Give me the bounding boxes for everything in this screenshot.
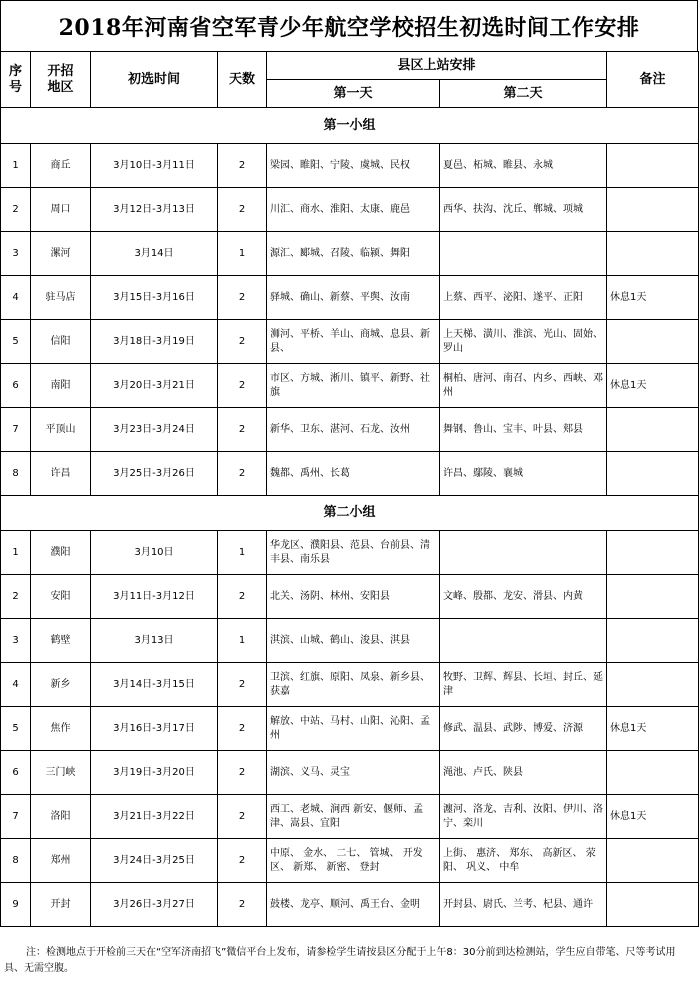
- cell-region: 郑州: [31, 839, 91, 883]
- table-row: [1, 575, 699, 619]
- cell-days: 2: [218, 364, 267, 408]
- cell-days: 2: [218, 144, 267, 188]
- cell-day2: 舞钢、鲁山、宝丰、叶县、郏县: [440, 408, 607, 452]
- cell-time: 3月26日-3月27日: [91, 883, 218, 927]
- cell-day1: 西工、老城、涧西 新安、偃师、孟津、嵩县、宜阳: [267, 795, 440, 839]
- table-row: [1, 276, 699, 320]
- table-row: [1, 144, 699, 188]
- cell-seq: 3: [1, 619, 31, 663]
- cell-day2: [440, 232, 607, 276]
- cell-days: 2: [218, 452, 267, 496]
- cell-seq: 1: [1, 144, 31, 188]
- cell-time: 3月18日-3月19日: [91, 320, 218, 364]
- group-title: 第二小组: [1, 496, 699, 531]
- cell-day2: [440, 619, 607, 663]
- cell-seq: 7: [1, 795, 31, 839]
- cell-days: 2: [218, 751, 267, 795]
- table-row: [1, 320, 699, 364]
- cell-day1: 浉河、平桥、羊山、商城、息县、新县、: [267, 320, 440, 364]
- cell-days: 2: [218, 663, 267, 707]
- cell-day1: 卫滨、红旗、原阳、凤泉、新乡县、获嘉: [267, 663, 440, 707]
- cell-region: 安阳: [31, 575, 91, 619]
- cell-time: 3月10日: [91, 531, 218, 575]
- cell-day2: 上天梯、潢川、淮滨、光山、固始、罗山: [440, 320, 607, 364]
- cell-remark: 休息1天: [607, 276, 699, 320]
- cell-days: 2: [218, 575, 267, 619]
- cell-remark: [607, 408, 699, 452]
- cell-remark: 休息1天: [607, 707, 699, 751]
- cell-time: 3月24日-3月25日: [91, 839, 218, 883]
- cell-days: 1: [218, 619, 267, 663]
- cell-time: 3月25日-3月26日: [91, 452, 218, 496]
- cell-time: 3月23日-3月24日: [91, 408, 218, 452]
- cell-seq: 8: [1, 452, 31, 496]
- cell-remark: 休息1天: [607, 795, 699, 839]
- table-row: [1, 795, 699, 839]
- cell-region: 信阳: [31, 320, 91, 364]
- header-region: 开招地区: [31, 52, 91, 108]
- table-row: [1, 619, 699, 663]
- cell-day1: 源汇、郾城、召陵、临颍、舞阳: [267, 232, 440, 276]
- header-county: 县区上站安排: [267, 52, 607, 80]
- cell-day1: 华龙区、濮阳县、范县、台前县、清丰县、南乐县: [267, 531, 440, 575]
- cell-remark: [607, 883, 699, 927]
- cell-region: 周口: [31, 188, 91, 232]
- cell-seq: 7: [1, 408, 31, 452]
- cell-time: 3月11日-3月12日: [91, 575, 218, 619]
- cell-region: 濮阳: [31, 531, 91, 575]
- table-row: [1, 232, 699, 276]
- cell-remark: [607, 575, 699, 619]
- cell-region: 许昌: [31, 452, 91, 496]
- cell-remark: [607, 452, 699, 496]
- cell-days: 2: [218, 188, 267, 232]
- cell-day1: 北关、汤阴、林州、安阳县: [267, 575, 440, 619]
- cell-day1: 驿城、确山、新蔡、平舆、汝南: [267, 276, 440, 320]
- header-day2: 第二天: [440, 80, 607, 108]
- table-row: [1, 663, 699, 707]
- cell-day1: 市区、方城、淅川、镇平、新野、社旗: [267, 364, 440, 408]
- cell-region: 鹤壁: [31, 619, 91, 663]
- group-header-row: [1, 108, 699, 144]
- cell-seq: 6: [1, 364, 31, 408]
- cell-time: 3月12日-3月13日: [91, 188, 218, 232]
- cell-days: 2: [218, 839, 267, 883]
- cell-region: 商丘: [31, 144, 91, 188]
- cell-time: 3月20日-3月21日: [91, 364, 218, 408]
- cell-day1: 中原、 金水、 二七、 管城、 开发区、 新郑、 新密、 登封: [267, 839, 440, 883]
- cell-time: 3月14日-3月15日: [91, 663, 218, 707]
- cell-days: 2: [218, 276, 267, 320]
- cell-day2: 西华、扶沟、沈丘、郸城、项城: [440, 188, 607, 232]
- page-title: 2018年河南省空军青少年航空学校招生初选时间工作安排: [0, 0, 698, 52]
- group-title: 第一小组: [1, 108, 699, 144]
- cell-day2: 渑池、卢氏、陕县: [440, 751, 607, 795]
- cell-days: 2: [218, 408, 267, 452]
- header-seq: 序号: [1, 52, 31, 108]
- cell-day2: 文峰、殷都、龙安、滑县、内黄: [440, 575, 607, 619]
- schedule-body: [1, 108, 699, 927]
- cell-seq: 5: [1, 320, 31, 364]
- table-row: [1, 364, 699, 408]
- cell-seq: 3: [1, 232, 31, 276]
- header-days: 天数: [218, 52, 267, 108]
- cell-remark: [607, 839, 699, 883]
- cell-time: 3月16日-3月17日: [91, 707, 218, 751]
- cell-region: 新乡: [31, 663, 91, 707]
- table-row: [1, 531, 699, 575]
- cell-day2: 牧野、卫辉、辉县、长垣、封丘、延津: [440, 663, 607, 707]
- cell-days: 1: [218, 232, 267, 276]
- cell-region: 洛阳: [31, 795, 91, 839]
- table-row: [1, 408, 699, 452]
- cell-days: 2: [218, 707, 267, 751]
- cell-remark: [607, 144, 699, 188]
- schedule-table: [0, 51, 699, 927]
- footnote: 注：检测地点于开检前三天在“空军济南招飞”微信平台上发布，请参检学生请按县区分配于上午8：30分前到达检测站，学生应自带笔、尺等考试用具、无需空腹。: [4, 947, 676, 974]
- cell-time: 3月15日-3月16日: [91, 276, 218, 320]
- cell-day1: 川汇、商水、淮阳、太康、鹿邑: [267, 188, 440, 232]
- cell-day1: 梁园、睢阳、宁陵、虞城、民权: [267, 144, 440, 188]
- cell-seq: 6: [1, 751, 31, 795]
- cell-remark: [607, 663, 699, 707]
- cell-region: 南阳: [31, 364, 91, 408]
- cell-day2: 开封县、尉氏、兰考、杞县、通许: [440, 883, 607, 927]
- cell-days: 1: [218, 531, 267, 575]
- cell-seq: 4: [1, 276, 31, 320]
- cell-seq: 5: [1, 707, 31, 751]
- cell-region: 三门峡: [31, 751, 91, 795]
- cell-remark: [607, 751, 699, 795]
- cell-day1: 湖滨、义马、灵宝: [267, 751, 440, 795]
- group-header-row: [1, 496, 699, 531]
- cell-time: 3月19日-3月20日: [91, 751, 218, 795]
- cell-seq: 2: [1, 575, 31, 619]
- cell-day1: 鼓楼、龙亭、顺河、禹王台、金明: [267, 883, 440, 927]
- cell-day2: 上街、 惠济、 郑东、 高新区、 荥阳、 巩义、 中牟: [440, 839, 607, 883]
- cell-day1: 解放、中站、马村、山阳、沁阳、孟州: [267, 707, 440, 751]
- cell-region: 漯河: [31, 232, 91, 276]
- cell-day1: 新华、卫东、湛河、石龙、汝州: [267, 408, 440, 452]
- cell-remark: [607, 619, 699, 663]
- cell-time: 3月10日-3月11日: [91, 144, 218, 188]
- cell-day1: 魏都、禹州、长葛: [267, 452, 440, 496]
- table-row: [1, 839, 699, 883]
- cell-day2: 修武、温县、武陟、博爱、济源: [440, 707, 607, 751]
- cell-seq: 4: [1, 663, 31, 707]
- cell-day2: 瀍河、洛龙、吉利、汝阳、伊川、洛宁、栾川: [440, 795, 607, 839]
- header-day1: 第一天: [267, 80, 440, 108]
- cell-days: 2: [218, 320, 267, 364]
- cell-remark: [607, 320, 699, 364]
- cell-region: 开封: [31, 883, 91, 927]
- cell-day2: 上蔡、西平、泌阳、遂平、正阳: [440, 276, 607, 320]
- cell-day2: 许昌、鄢陵、襄城: [440, 452, 607, 496]
- cell-time: 3月13日: [91, 619, 218, 663]
- table-row: [1, 751, 699, 795]
- cell-remark: [607, 188, 699, 232]
- cell-region: 焦作: [31, 707, 91, 751]
- cell-seq: 9: [1, 883, 31, 927]
- cell-days: 2: [218, 795, 267, 839]
- cell-region: 驻马店: [31, 276, 91, 320]
- cell-day2: [440, 531, 607, 575]
- cell-day2: 夏邑、柘城、睢县、永城: [440, 144, 607, 188]
- table-row: [1, 452, 699, 496]
- cell-day2: 桐柏、唐河、南召、内乡、西峡、邓州: [440, 364, 607, 408]
- cell-time: 3月21日-3月22日: [91, 795, 218, 839]
- cell-days: 2: [218, 883, 267, 927]
- header-remark: 备注: [607, 52, 699, 108]
- cell-time: 3月14日: [91, 232, 218, 276]
- table-row: [1, 883, 699, 927]
- table-row: [1, 707, 699, 751]
- cell-seq: 1: [1, 531, 31, 575]
- cell-day1: 淇滨、山城、鹤山、浚县、淇县: [267, 619, 440, 663]
- table-row: [1, 188, 699, 232]
- cell-region: 平顶山: [31, 408, 91, 452]
- cell-remark: [607, 232, 699, 276]
- cell-remark: 休息1天: [607, 364, 699, 408]
- cell-seq: 8: [1, 839, 31, 883]
- cell-remark: [607, 531, 699, 575]
- cell-seq: 2: [1, 188, 31, 232]
- header-time: 初选时间: [91, 52, 218, 108]
